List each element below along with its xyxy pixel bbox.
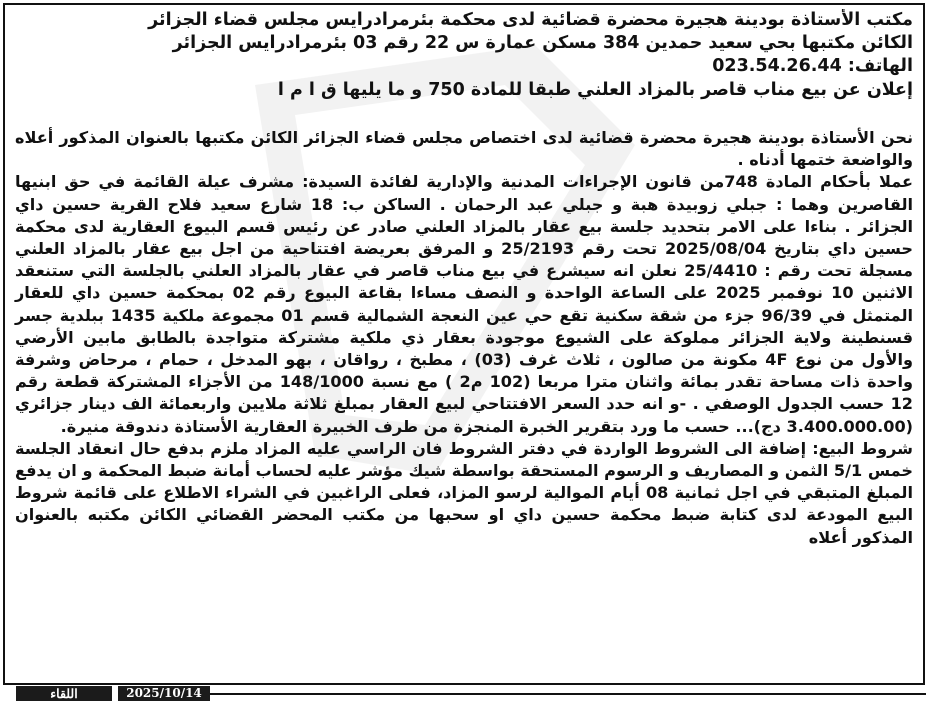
header-phone (15, 55, 913, 78)
sale-details-paragraph: عملا بأحكام المادة 748من قانون الإجراءات المدنية والإدارية لفائدة السيدة: مشرف عيلة القائمة في حق ابنيها القاصرين وهما : جبلي زوبيدة هبة و جبلي عبد الرحمان . الساكن ب: 18 شارع سعيد فلاح القرية حسين داي الجزائر . بناءا على الامر بتحديد جلسة بيع عقار بالمزاد العلني صادر عن رئيس قسم البيوع العقارية لدى محكمة حسين داي بتاريخ 2025/08/04 تحت رقم 25/2193 و المرفق بعريضة افتتاحية من اجل بيع عقار بالمزاد العلني مسجلة تحت رقم : 25/4410 نعلن انه سيشرع في بيع مناب قاصر في عقار بالمزاد العلني بالجلسة التي ستنعقد الاثنين 10 نوفمبر 2025 على الساعة الواحدة و النصف مساءا بقاعة البيوع رقم 02 بمحكمة حسين داي للعقار المتمثل في 96/39 جزء من شقة سكنية تقع حي عين النعجة الشمالية قسم 01 مجموعة ملكية 1435 ببلدية جسر قسنطينة ولاية الجزائر مملوكة على الشيوع موجودة بعقار ذي ملكية مشتركة متواجدة بالطابق مابين الأرضي والأول من نوع 4F مكونة من صالون ، ثلاث غرف (03) ، مطبخ ، رواقان ، بهو المدخل ، حمام ، مرحاض وشرفة واحدة ذات مساحة تقدر بمائة واثنان مترا مربعا (102 م2 ) مع نسبة 148/1000 من الأجزاء المشتركة قطعة رقم 12 حسب الجدول الوصفي . -و انه حدد السعر الافتتاحي لبيع العقار بمبلغ ثلاثة ملايين واربعمائة الف دينار جزائري (3.400.000.00 دج)... حسب ما ورد بتقرير الخبرة المنجزة من طرف الخبيرة العقارية الأستاذة دندوقة منيرة. (15, 172, 914, 436)
sale-conditions-paragraph: شروط البيع: إضافة الى الشروط الواردة في دفتر الشروط فان الراسي عليه المزاد ملزم بدفع حال انعقاد الجلسة خمس 5/1 الثمن و المصاريف و الرسوم المستحقة بواسطة شيك مؤشر عليه لحساب أمانة ضبط المحكمة و ان يدفع المبلغ المتبقي في اجل ثمانية 08 أيام الموالية لرسو المزاد، فعلى الراغبين في الشراء الاطلاع على قائمة شروط البيع المودعة لدى كتابة ضبط محكمة حسين داي او سحبها من مكتب المحضر القضائي الكائن مكتبه بالعنوان المذكور أعلاه (15, 438, 913, 547)
legal-notice-frame (3, 3, 925, 685)
intro-paragraph: نحن الأستاذة بودينة هجيرة محضرة قضائية لدى اختصاص مجلس قضاء الجزائر الكائن مكتبها بالعنوان المذكور أعلاه والواضعة ختمها أدناه . (15, 128, 913, 170)
publication-date: 2025/10/14 (118, 686, 210, 701)
footer-rule (210, 693, 926, 695)
publication-footer (0, 685, 930, 702)
phone-number: 023.54.26.44 (712, 56, 842, 76)
bailiff-header (15, 9, 913, 55)
header-office: مكتب الأستاذة بودينة هجيرة محضرة قضائية لدى محكمة بئرمرادرايس مجلس قضاء الجزائر (148, 10, 913, 30)
notice-body (15, 127, 913, 549)
notice-content (15, 9, 913, 549)
newspaper-name: اللقاء (16, 686, 112, 701)
phone-label: الهاتف: (847, 56, 913, 76)
notice-title: إعلان عن بيع مناب قاصر بالمزاد العلني طبقا للمادة 750 و ما يليها ق ا م ا (277, 80, 913, 100)
header-address: الكائن مكتبها بحي سعيد حمدين 384 مسكن عمارة س 22 رقم 03 بئرمرادرايس الجزائر (172, 33, 913, 53)
